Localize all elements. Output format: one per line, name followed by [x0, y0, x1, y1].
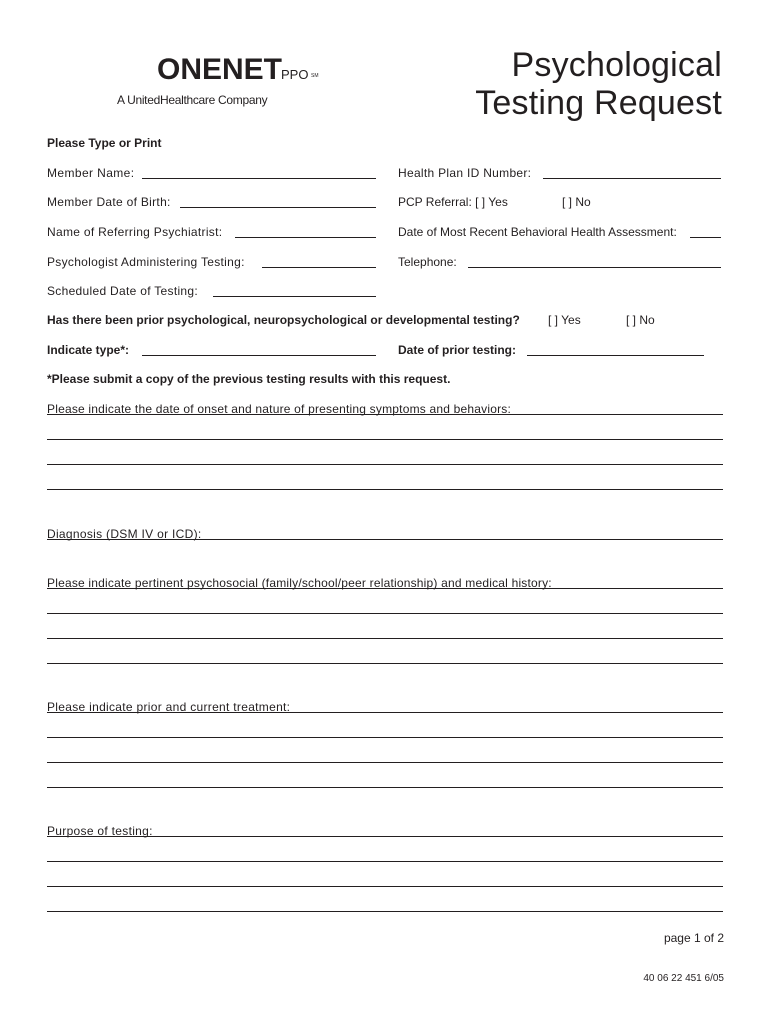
date-prior-testing-label: Date of prior testing:	[398, 343, 517, 357]
purpose-line-4[interactable]	[47, 911, 723, 912]
form-code: 40 06 22 451 6/05	[643, 973, 724, 984]
logo-service-mark: SM	[311, 73, 319, 79]
logo-text: ONENET	[157, 53, 283, 86]
treatment-line-4[interactable]	[47, 787, 723, 788]
psychologist-label: Psychologist Administering Testing:	[47, 255, 245, 269]
scheduled-date-label: Scheduled Date of Testing:	[47, 284, 199, 298]
psychosocial-line-1[interactable]	[47, 588, 723, 589]
referring-psychiatrist-field[interactable]	[235, 237, 376, 238]
telephone-label: Telephone:	[398, 255, 457, 269]
prior-testing-no[interactable]: [ ] No	[626, 313, 655, 327]
psychosocial-label: Please indicate pertinent psychosocial (family/school/peer relationship) and medical history:	[47, 576, 552, 590]
psychosocial-line-2[interactable]	[47, 613, 723, 614]
member-dob-label: Member Date of Birth:	[47, 195, 171, 209]
telephone-field[interactable]	[468, 267, 721, 268]
psychosocial-line-4[interactable]	[47, 663, 723, 664]
purpose-line-2[interactable]	[47, 861, 723, 862]
pcp-referral-no[interactable]: [ ] No	[562, 195, 591, 209]
prior-testing-question: Has there been prior psychological, neuropsychological or developmental testing?	[47, 313, 520, 327]
instruction-label: Please Type or Print	[47, 136, 162, 150]
health-plan-id-field[interactable]	[543, 178, 721, 179]
onset-line-1[interactable]	[47, 414, 723, 415]
onset-symptoms-label: Please indicate the date of onset and nature of presenting symptoms and behaviors:	[47, 402, 512, 416]
treatment-line-1[interactable]	[47, 712, 723, 713]
treatment-label: Please indicate prior and current treatment:	[47, 700, 291, 714]
health-plan-id-label: Health Plan ID Number:	[398, 166, 532, 180]
page-title-line2: Testing Request	[475, 84, 722, 122]
prior-testing-yes[interactable]: [ ] Yes	[548, 313, 581, 327]
submit-note: *Please submit a copy of the previous testing results with this request.	[47, 372, 451, 386]
scheduled-date-field[interactable]	[213, 296, 376, 297]
purpose-line-3[interactable]	[47, 886, 723, 887]
pcp-referral-yes[interactable]: PCP Referral: [ ] Yes	[398, 195, 508, 209]
onset-line-4[interactable]	[47, 489, 723, 490]
purpose-label: Purpose of testing:	[47, 824, 153, 838]
referring-psychiatrist-label: Name of Referring Psychiatrist:	[47, 225, 223, 239]
treatment-line-3[interactable]	[47, 762, 723, 763]
page-number: page 1 of 2	[663, 931, 724, 945]
onenet-logo	[157, 52, 282, 88]
date-prior-testing-field[interactable]	[527, 355, 704, 356]
logo-tagline: A UnitedHealthcare Company	[117, 93, 268, 107]
treatment-line-2[interactable]	[47, 737, 723, 738]
page-title-line1: Psychological	[511, 46, 722, 84]
diagnosis-label: Diagnosis (DSM IV or ICD):	[47, 527, 202, 541]
member-name-label: Member Name:	[47, 166, 135, 180]
onset-line-2[interactable]	[47, 439, 723, 440]
diagnosis-field[interactable]	[47, 539, 723, 540]
recent-assessment-field[interactable]	[690, 237, 721, 238]
logo-ppo: PPO	[281, 67, 309, 82]
member-dob-field[interactable]	[180, 207, 376, 208]
purpose-line-1[interactable]	[47, 836, 723, 837]
indicate-type-field[interactable]	[142, 355, 376, 356]
recent-assessment-label: Date of Most Recent Behavioral Health Assessment:	[398, 225, 677, 239]
psychologist-field[interactable]	[262, 267, 376, 268]
psychosocial-line-3[interactable]	[47, 638, 723, 639]
onset-line-3[interactable]	[47, 464, 723, 465]
member-name-field[interactable]	[142, 178, 376, 179]
indicate-type-label: Indicate type*:	[47, 343, 130, 357]
